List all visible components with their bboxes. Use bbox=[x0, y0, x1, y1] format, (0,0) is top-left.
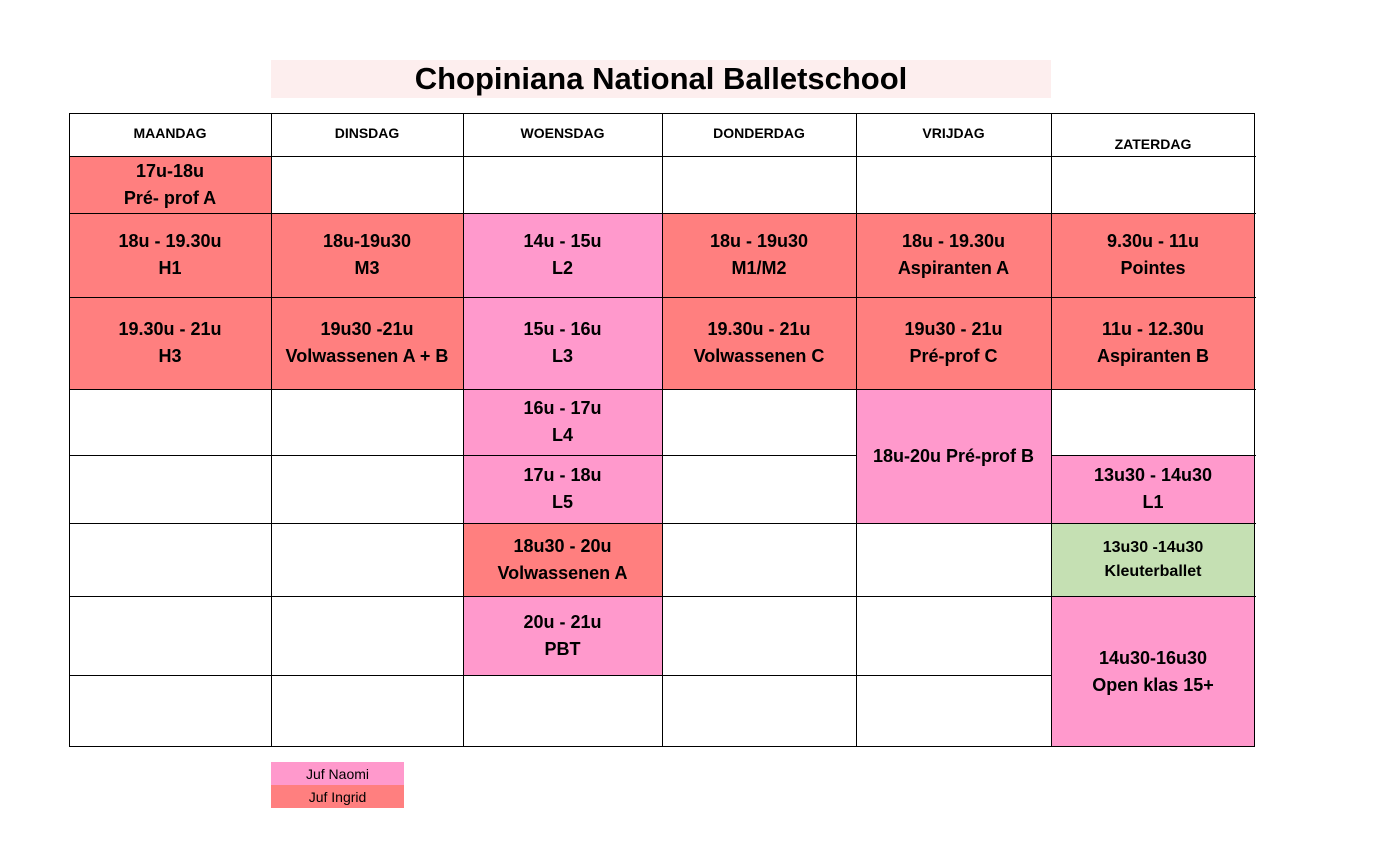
grid-line bbox=[856, 523, 1052, 524]
grid-line bbox=[1051, 596, 1256, 597]
class-cell bbox=[1051, 596, 1255, 747]
grid-line bbox=[1051, 389, 1256, 390]
grid-line bbox=[463, 389, 663, 390]
grid-line bbox=[662, 523, 857, 524]
class-cell bbox=[1051, 523, 1255, 596]
grid-line bbox=[856, 213, 1052, 214]
grid-line bbox=[271, 596, 464, 597]
grid-line bbox=[271, 213, 464, 214]
class-cell bbox=[271, 297, 463, 389]
class-time: 18u-20u Pré-prof B bbox=[872, 445, 1035, 466]
class-time: 18u - 19.30u bbox=[118, 231, 222, 251]
class-name: Pré-prof C bbox=[909, 346, 998, 366]
class-cell bbox=[1051, 297, 1255, 389]
grid-line bbox=[856, 596, 1052, 597]
legend-item: Juf Ingrid bbox=[271, 785, 404, 808]
class-name: L5 bbox=[551, 492, 573, 512]
day-header-dinsdag: DINSDAG bbox=[334, 125, 400, 141]
class-time: 19u30 -21u bbox=[320, 319, 414, 339]
grid-line bbox=[1254, 113, 1255, 747]
class-time: 17u-18u bbox=[135, 160, 205, 181]
class-cell bbox=[463, 523, 662, 596]
class-time: 17u - 18u bbox=[523, 465, 602, 485]
class-time: 19u30 - 21u bbox=[904, 319, 1003, 339]
class-time: 13u30 - 14u30 bbox=[1093, 465, 1213, 485]
grid-line bbox=[69, 596, 272, 597]
grid-line bbox=[463, 113, 464, 747]
class-cell bbox=[69, 156, 271, 213]
class-time: 18u30 - 20u bbox=[513, 535, 612, 556]
class-name: Volwassenen A bbox=[497, 562, 628, 583]
class-cell bbox=[856, 389, 1051, 523]
class-cell bbox=[463, 297, 662, 389]
grid-line bbox=[271, 389, 464, 390]
class-cell bbox=[463, 455, 662, 523]
grid-line bbox=[463, 297, 663, 298]
grid-line bbox=[463, 156, 663, 157]
class-time: 14u30-16u30 bbox=[1098, 647, 1208, 668]
grid-line bbox=[69, 389, 272, 390]
legend-item: Juf Naomi bbox=[271, 762, 404, 785]
grid-line bbox=[69, 523, 272, 524]
grid-line bbox=[69, 113, 70, 747]
day-header-donderdag: DONDERDAG bbox=[713, 125, 805, 141]
grid-line bbox=[1051, 297, 1256, 298]
class-name: Pré- prof A bbox=[123, 187, 217, 208]
class-name: Volwassenen A + B bbox=[285, 346, 449, 366]
grid-line bbox=[662, 675, 857, 676]
class-name: Aspiranten B bbox=[1096, 346, 1210, 366]
day-header-woensdag: WOENSDAG bbox=[520, 125, 605, 141]
grid-line bbox=[662, 596, 857, 597]
class-name: H1 bbox=[158, 258, 182, 278]
class-time: 18u-19u30 bbox=[322, 231, 412, 251]
grid-line bbox=[856, 675, 1052, 676]
class-cell bbox=[271, 213, 463, 297]
grid-line bbox=[1051, 523, 1256, 524]
class-name: M3 bbox=[354, 258, 380, 278]
timetable bbox=[69, 113, 1255, 747]
class-cell bbox=[69, 297, 271, 389]
grid-line bbox=[271, 156, 464, 157]
day-header-vrijdag: VRIJDAG bbox=[922, 125, 985, 141]
grid-line bbox=[1051, 113, 1052, 747]
grid-line bbox=[271, 455, 464, 456]
grid-line bbox=[271, 675, 464, 676]
grid-line bbox=[662, 113, 663, 747]
class-name: M1/M2 bbox=[731, 258, 787, 278]
grid-line bbox=[856, 389, 1052, 390]
day-header-zaterdag: ZATERDAG bbox=[1114, 135, 1192, 152]
grid-line bbox=[463, 675, 663, 676]
grid-line bbox=[463, 596, 663, 597]
class-time: 18u - 19.30u bbox=[901, 231, 1006, 251]
class-time: 14u - 15u bbox=[523, 231, 602, 251]
class-time: 19.30u - 21u bbox=[707, 319, 811, 339]
class-cell bbox=[463, 596, 662, 675]
grid-line bbox=[662, 213, 857, 214]
class-cell bbox=[69, 213, 271, 297]
class-cell bbox=[463, 213, 662, 297]
day-header-maandag: MAANDAG bbox=[133, 125, 207, 141]
grid-line bbox=[271, 523, 464, 524]
class-cell bbox=[856, 213, 1051, 297]
class-name: L2 bbox=[551, 258, 573, 278]
class-time: 19.30u - 21u bbox=[118, 319, 222, 339]
grid-line bbox=[463, 523, 663, 524]
class-cell bbox=[662, 213, 856, 297]
class-name: Volwassenen C bbox=[693, 346, 825, 366]
class-cell bbox=[856, 297, 1051, 389]
grid-line bbox=[69, 156, 272, 157]
class-time: 20u - 21u bbox=[523, 611, 602, 632]
grid-line bbox=[69, 675, 272, 676]
class-time: 9.30u - 11u bbox=[1106, 231, 1200, 251]
class-name: L1 bbox=[1142, 492, 1164, 512]
grid-line bbox=[1051, 455, 1256, 456]
grid-line bbox=[856, 297, 1052, 298]
class-time: 18u - 19u30 bbox=[709, 231, 809, 251]
class-name: Pointes bbox=[1120, 258, 1186, 278]
class-cell bbox=[1051, 213, 1255, 297]
grid-line bbox=[69, 297, 272, 298]
class-name: PBT bbox=[544, 638, 581, 659]
grid-line bbox=[69, 455, 272, 456]
class-name: H3 bbox=[158, 346, 182, 366]
page-title: Chopiniana National Balletschool bbox=[271, 60, 1051, 98]
grid-line bbox=[271, 297, 464, 298]
class-time: 11u - 12.30u bbox=[1101, 319, 1205, 339]
grid-line bbox=[856, 113, 857, 747]
grid-line bbox=[271, 113, 272, 747]
grid-line bbox=[662, 455, 857, 456]
class-cell bbox=[662, 297, 856, 389]
grid-line bbox=[662, 297, 857, 298]
grid-line bbox=[69, 213, 272, 214]
class-cell bbox=[463, 389, 662, 455]
class-cell bbox=[1051, 455, 1255, 523]
grid-line bbox=[856, 156, 1052, 157]
class-name: L3 bbox=[551, 346, 573, 366]
class-time: 16u - 17u bbox=[523, 398, 602, 418]
grid-line bbox=[662, 156, 857, 157]
grid-line bbox=[662, 389, 857, 390]
grid-line bbox=[1051, 213, 1256, 214]
class-name: Open klas 15+ bbox=[1092, 674, 1214, 695]
class-name: Kleuterballet bbox=[1104, 562, 1202, 580]
class-time: 15u - 16u bbox=[523, 319, 602, 339]
grid-line bbox=[463, 213, 663, 214]
grid-line bbox=[463, 455, 663, 456]
class-name: Aspiranten A bbox=[897, 258, 1010, 278]
class-time: 13u30 -14u30 bbox=[1102, 538, 1204, 556]
class-name: L4 bbox=[551, 425, 573, 445]
grid-line bbox=[1051, 156, 1256, 157]
